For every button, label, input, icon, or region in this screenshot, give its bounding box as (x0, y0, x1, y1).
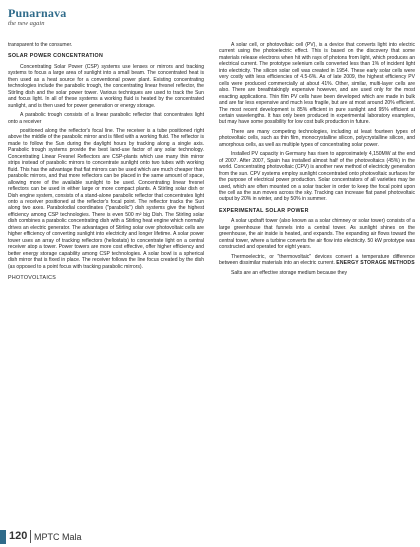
right-column (219, 42, 415, 279)
section-heading-photovoltaics: PHOTOVOLTAICS (8, 274, 57, 281)
page-number: 120 (9, 530, 28, 542)
masthead (8, 6, 66, 27)
page-footer (0, 527, 420, 547)
footer-accent-bar (0, 530, 6, 544)
magazine-tagline: the new again (8, 20, 45, 27)
section-heading-solar-power-concentration: SOLAR POWER CONCENTRATION (8, 53, 104, 60)
magazine-title: Punarnava (8, 6, 67, 20)
paragraph: A solar cell, or photovoltaic cell (PV), is a device that converts light into electric current using the photoelectric effect. This is based on the discovery that some materials release electrons when hit with rays of photons from light, which produces an electrical current. The prototype selenium cells converted less than 1% of incident light into electricity. The silicon solar cell was created in 1954. These early solar cells were very costly with less efficiencies of 4.5-6%. As of late 2009, the highest efficiency PV cells were produced commercially at about 41%. Other, similar, multi-layer cells are also. There are breathtakingly expensive however, and are used only for the most exacting applications. Thin film PV cells have been developed which are made in bulk and are far less expensive and much less fragile, but are at most around 20% efficient. The most recent development is 85% efficient in pure sunlight and 95% efficient at certain wavelengths. It has only been produced in experimental laboratory examples, but may have some possibility for low cost bulk production in future. (219, 42, 415, 126)
paragraph: A solar updraft tower (also known as a solar chimney or solar tower) consists of a large greenhouse that funnels into a central tower. As sunlight shines on the greenhouse, the air inside is heated, and expands. The expanding air flows toward the central tower, where a turbine converts the air flow into electricity. 50 kW prototype was constructed and operated for eight years. (219, 218, 415, 251)
section-heading-energy-storage-methods: ENERGY STORAGE METHODS (336, 260, 415, 267)
paragraph: transparent to the consumer. (8, 42, 73, 48)
paragraph: Salts are an effective storage medium because they (231, 269, 348, 276)
paragraph: positioned along the reflector's focal line. The receiver is a tube positioned right above the middle of the parabolic mirror and is filled with a working fluid. The reflector is made to follow the Sun during the daylight hours by tracking along a single axis. Parabolic trough systems provide the best land-use factor of any solar technology. Concentrating Linear Fresnel Reflectors are CSP-plants which use many thin mirror strips instead of parabolic mirrors to concentrate sunlight onto two tubes with working fluid. This has the advantage that flat mirrors can be used which are much cheaper than parabolic mirrors, and that more reflectors can be placed in the same amount of space, allowing more of the available sunlight to be used. Concentrating linear fresnel reflectors can be used in either large or more compact plants. A Stirling solar dish or Dish engine system, consists of a stand-alone parabolic reflector that concentrates light onto a receiver positioned at the reflector's focal point. The reflector tracks the Sun along two axes. Parabolodial coordinates ("parabolic") dish systems give the highest efficiency among CSP technologies. There is even 500 m² big Dish. The Stirling solar dish combines a parabolic concentrating dish with a Stirling heat engine which normally drives an electric generator. The advantages of Stirling solar over photovoltaic cells are higher efficiency of converting sunlight into electricity and longer lifetime. A solar power tower uses an array of tracking reflectors (heliostats) to concentrate light on a central receiver atop a tower. Power towers are more cost effective, offer higher efficiency and better energy storage capability among CSP technologies. A solar bowl is a spherical dish mirror that is fixed in place. The receiver follows the line focus created by the dish (as opposed to a point focus with tracking parabolic mirrors). (8, 127, 205, 270)
magazine-name: MPTC Mala (34, 532, 82, 542)
paragraph: Concentrating Solar Power (CSP) systems use lenses or mirrors and tracking systems to focus a large area of sunlight into a small beam. The concentrated heat is then used as a heat source for a conventional power plant. Existing concentrating technologies include the parabolic trough, the concentrating linear fresnel reflector, the Stirling dish and the solar power tower. Various techniques are used to track the Sun and focus light. In all of these systems a working fluid is heated by the concentrated sunlight, and is then used for power generation or energy storage. (8, 63, 204, 109)
paragraph: Installed PV capacity in Germany has risen to approximately 4,150MW at the end of 2007. After 2007, Spain has installed almost half of the photovoltaics (45%) in the world. Concentrating photovoltaic (CPV) is another new method of electricity generation from the sun. CPV systems employ sunlight concentrated onto photovoltaic surfaces for the purpose of electrical power production. Solar concentrators of all varieties may be used, which are often mounted on a solar tracker in order to keep the focal point upon the cell as the sun moves across the sky. Tracking can increase flat panel photovoltaic output by 20% in winter, and by 50% in summer. (219, 151, 415, 203)
paragraph-text: Thermoelectric, or "thermovoltaic" devices convert a temperature difference between dissimilar materials into an electric current. (219, 253, 415, 267)
left-column (8, 42, 204, 285)
section-heading-experimental-solar-power: EXPERIMENTAL SOLAR POWER (219, 207, 309, 214)
paragraph: A parabolic trough consists of a linear parabolic reflector that concentrates light onto a receiver (8, 112, 204, 125)
paragraph: There are many competing technologies, including at least fourteen types of photovoltaic cells, such as thin film, monocrystalline silicon, polycrystalline silicon, and amorphous cells, as well as multiple types of concentrating solar power. (219, 128, 415, 148)
footer-divider (30, 530, 31, 543)
paragraph (219, 254, 415, 267)
